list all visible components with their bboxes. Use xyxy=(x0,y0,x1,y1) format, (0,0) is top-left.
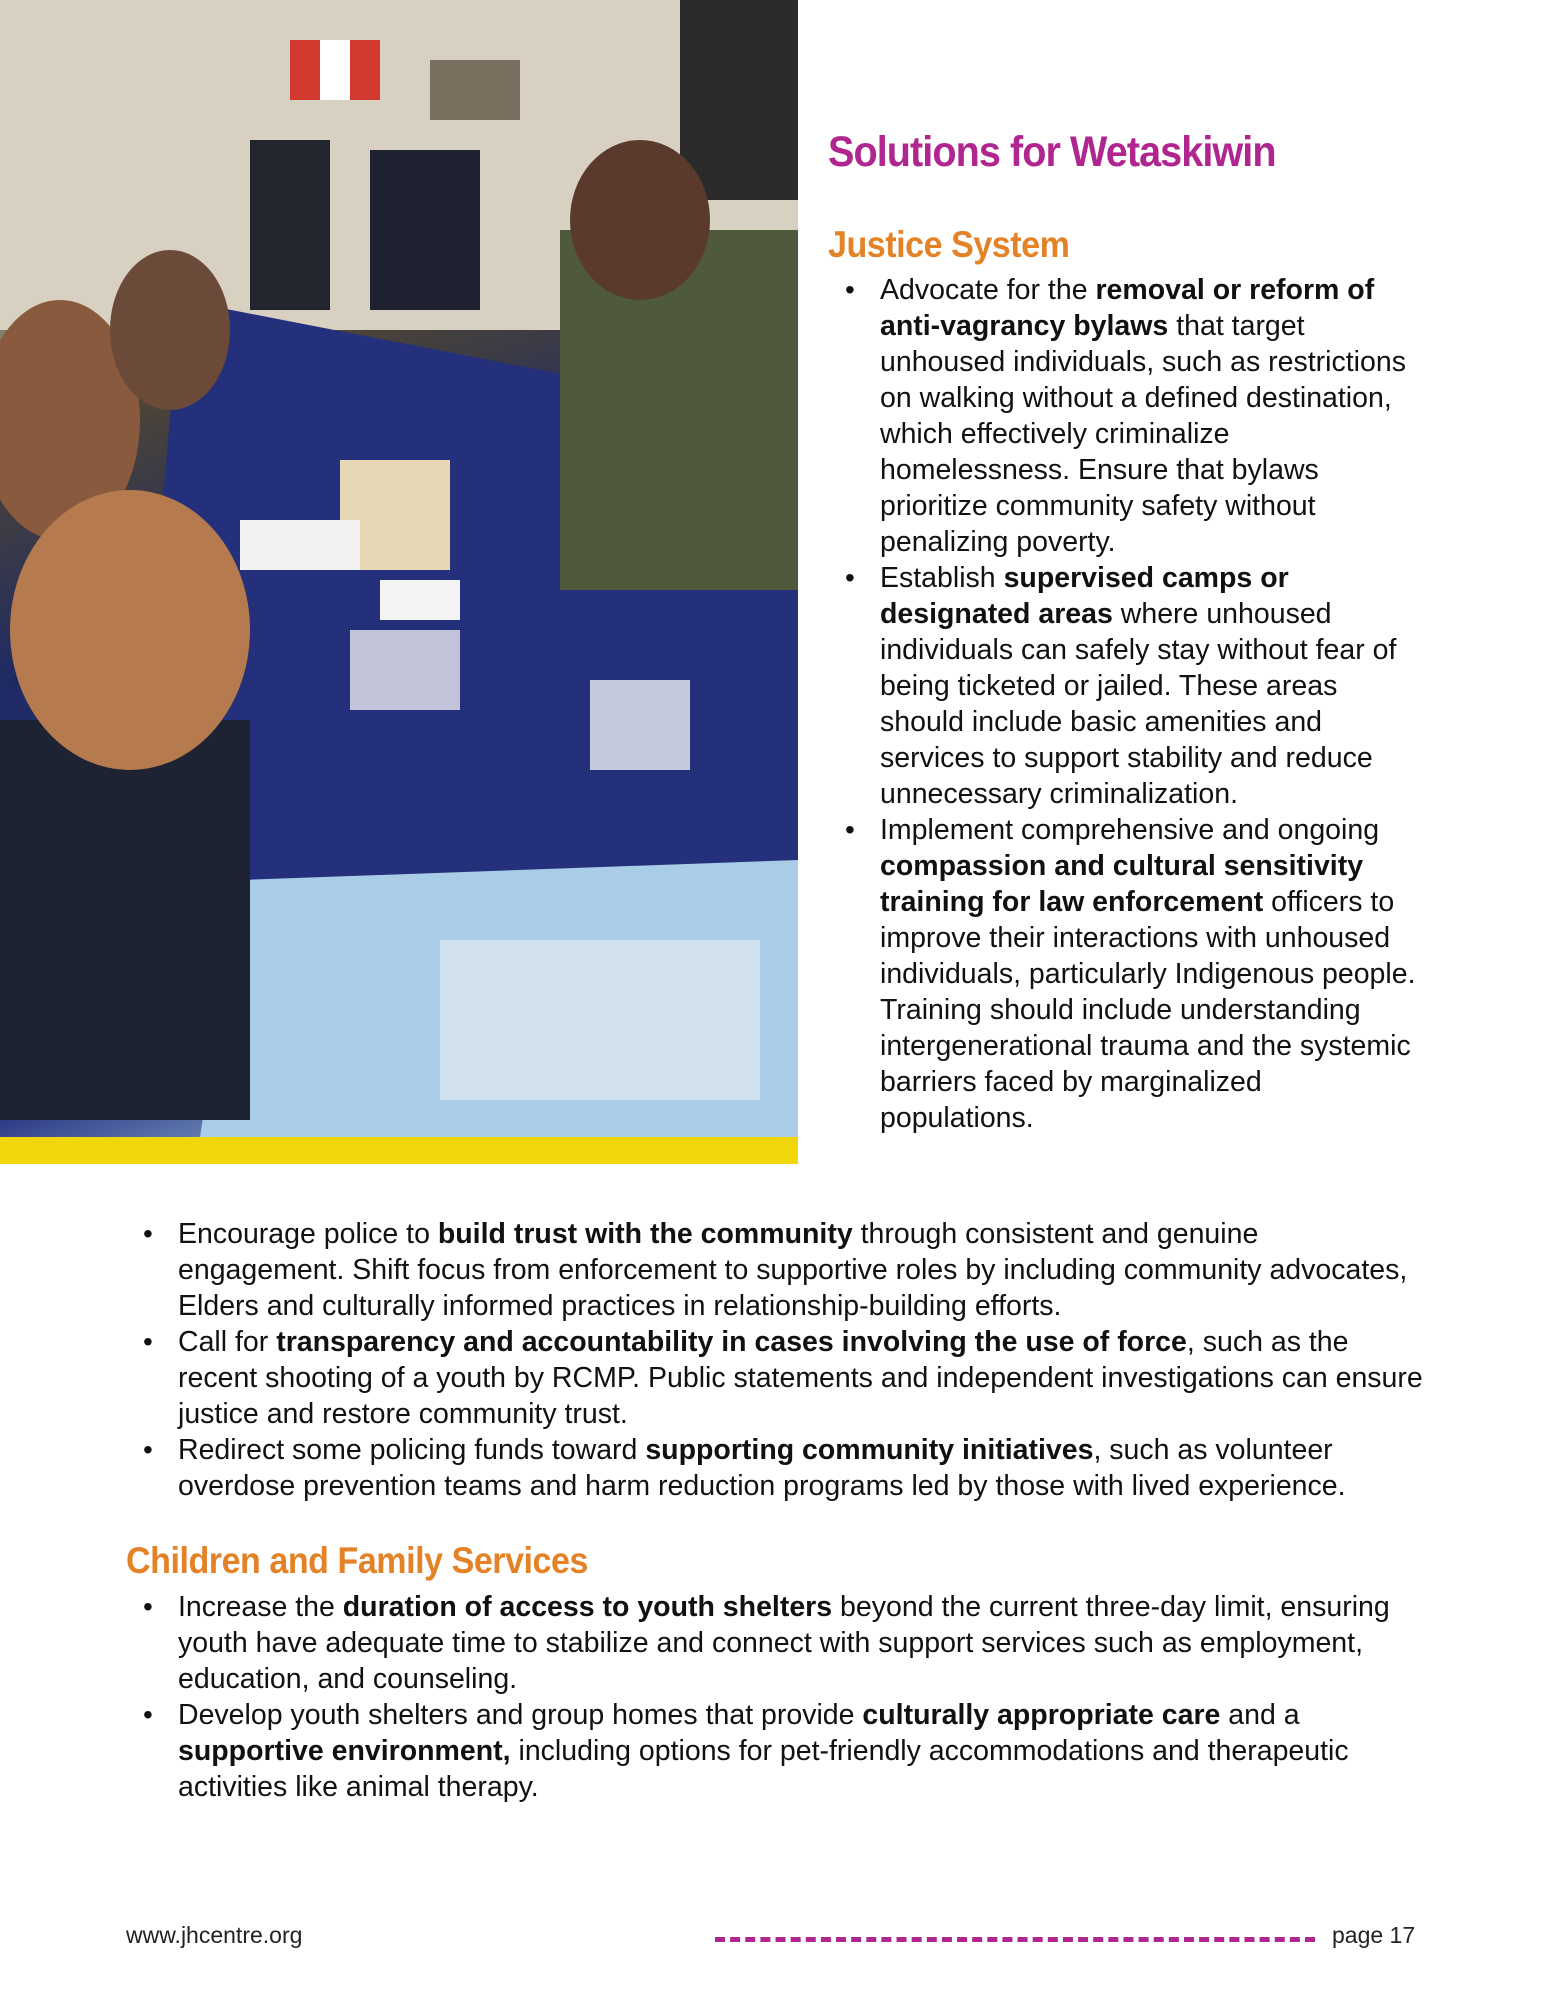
list-item: • Encourage police to build trust with the community through consistent and genuine engagement. Shift focus from enforcement to supportive roles by including community advocates, Elders and culturally informed practices in relationship-building efforts. xyxy=(126,1216,1426,1324)
photo-illustration xyxy=(0,0,798,1137)
children-family-heading: Children and Family Services xyxy=(126,1540,588,1581)
children-list xyxy=(126,1589,1426,1805)
justice-system-heading: Justice System xyxy=(828,224,1070,265)
list-item: • Increase the duration of access to youth shelters beyond the current three-day limit, ensuring youth have adequate time to stabilize and connect with support services such as employment, education, and counseling. xyxy=(126,1589,1426,1697)
justice-list-full xyxy=(126,1216,1426,1504)
group-crafting-photo xyxy=(0,0,798,1137)
list-item: • Develop youth shelters and group homes that provide culturally appropriate care and a supportive environment, including options for pet-friendly accommodations and therapeutic activities like animal therapy. xyxy=(126,1697,1426,1805)
photo-person-front xyxy=(0,720,250,1120)
list-item: • Call for transparency and accountability in cases involving the use of force, such as the recent shooting of a youth by RCMP. Public statements and independent investigations can ensure justice and restore community trust. xyxy=(126,1324,1426,1432)
justice-list-right xyxy=(828,272,1418,1136)
footer-divider xyxy=(715,1937,1315,1942)
list-item: • Redirect some policing funds toward supporting community initiatives, such as volunteer overdose prevention teams and harm reduction programs led by those with lived experience. xyxy=(126,1432,1426,1504)
list-item: • Implement comprehensive and ongoing compassion and cultural sensitivity training for law enforcement officers to improve their interactions with unhoused individuals, particularly Indigenous people. Training should include understanding intergenerational trauma and the systemic barriers faced by marginalized populations. xyxy=(828,812,1418,1136)
photo-chalkboard xyxy=(680,0,798,200)
footer-website: www.jhcentre.org xyxy=(126,1922,303,1948)
page-title: Solutions for Wetaskiwin xyxy=(828,128,1276,176)
list-item: • Advocate for the removal or reform of anti-vagrancy bylaws that target unhoused individuals, such as restrictions on walking without a defined destination, which effectively criminalize homelessness. Ensure that bylaws prioritize community safety without penalizing poverty. xyxy=(828,272,1418,560)
photo-accent-bar xyxy=(0,1137,798,1164)
list-item: • Establish supervised camps or designated areas where unhoused individuals can safely stay without fear of being ticketed or jailed. These areas should include basic amenities and services to support stability and reduce unnecessary criminalization. xyxy=(828,560,1418,812)
photo-bead-box xyxy=(350,630,460,710)
page-number: page 17 xyxy=(1332,1922,1416,1948)
